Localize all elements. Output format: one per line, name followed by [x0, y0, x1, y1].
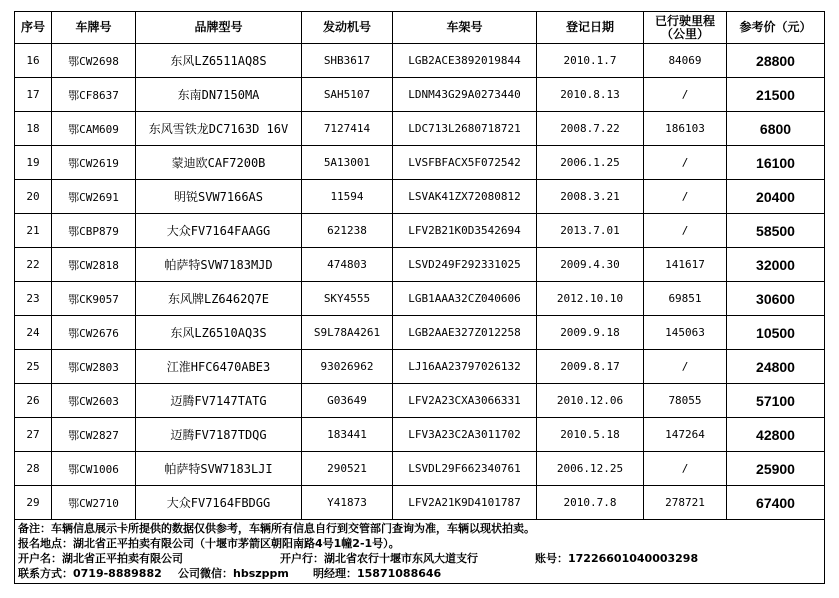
- table-row: [15, 452, 825, 486]
- index-cell: 17: [15, 78, 52, 112]
- date-cell: 2009.8.17: [537, 350, 644, 384]
- date-cell: 2009.4.30: [537, 248, 644, 282]
- date-cell: 2010.5.18: [537, 418, 644, 452]
- mileage-cell: /: [644, 146, 727, 180]
- price-cell: 21500: [727, 78, 825, 112]
- mileage-cell: 141617: [644, 248, 727, 282]
- price-cell: 24800: [727, 350, 825, 384]
- model-cell: 迈腾FV7187TDQG: [136, 418, 302, 452]
- model-cell: 东风LZ6510AQ3S: [136, 316, 302, 350]
- index-cell: 22: [15, 248, 52, 282]
- model-cell: 大众FV7164FAAGG: [136, 214, 302, 248]
- location-text: 报名地点：湖北省正平拍卖有限公司（十堰市茅箭区朝阳南路4号1幢2-1号）。: [18, 537, 400, 550]
- engine-cell: 7127414: [302, 112, 393, 146]
- plate-cell: 鄂CW2710: [52, 486, 136, 520]
- header-index: 序号: [15, 12, 52, 44]
- vin-cell: LFV3A23C2A3011702: [393, 418, 537, 452]
- vin-cell: LFV2A21K9D4101787: [393, 486, 537, 520]
- model-cell: 帕萨特SVW7183MJD: [136, 248, 302, 282]
- account-holder-text: 开户名：湖北省正平拍卖有限公司: [18, 552, 183, 565]
- header-date: 登记日期: [537, 12, 644, 44]
- model-cell: 迈腾FV7147TATG: [136, 384, 302, 418]
- price-cell: 30600: [727, 282, 825, 316]
- table-row: [15, 214, 825, 248]
- plate-cell: 鄂CF8637: [52, 78, 136, 112]
- price-cell: 6800: [727, 112, 825, 146]
- vin-cell: LSVAK41ZX72080812: [393, 180, 537, 214]
- price-cell: 20400: [727, 180, 825, 214]
- plate-cell: 鄂CW2803: [52, 350, 136, 384]
- index-cell: 16: [15, 44, 52, 78]
- plate-cell: 鄂CK9057: [52, 282, 136, 316]
- index-cell: 20: [15, 180, 52, 214]
- model-cell: 帕萨特SVW7183LJI: [136, 452, 302, 486]
- date-cell: 2010.8.13: [537, 78, 644, 112]
- index-cell: 19: [15, 146, 52, 180]
- plate-cell: 鄂CAM609: [52, 112, 136, 146]
- date-cell: 2009.9.18: [537, 316, 644, 350]
- account-number-text: 账号：17226601040003298: [535, 552, 699, 565]
- header-price: 参考价（元）: [727, 12, 825, 44]
- plate-cell: 鄂CW2676: [52, 316, 136, 350]
- mileage-cell: 69851: [644, 282, 727, 316]
- index-cell: 24: [15, 316, 52, 350]
- table-row: [15, 248, 825, 282]
- index-cell: 29: [15, 486, 52, 520]
- price-cell: 25900: [727, 452, 825, 486]
- plate-cell: 鄂CW2818: [52, 248, 136, 282]
- plate-cell: 鄂CW2603: [52, 384, 136, 418]
- engine-cell: SAH5107: [302, 78, 393, 112]
- mileage-cell: 186103: [644, 112, 727, 146]
- index-cell: 21: [15, 214, 52, 248]
- bank-text: 开户行：湖北省农行十堰市东风大道支行: [280, 552, 478, 565]
- mileage-cell: /: [644, 214, 727, 248]
- model-cell: 蒙迪欧CAF7200B: [136, 146, 302, 180]
- notes-row: [15, 520, 825, 584]
- index-cell: 27: [15, 418, 52, 452]
- model-cell: 东风牌LZ6462Q7E: [136, 282, 302, 316]
- model-cell: 东风LZ6511AQ8S: [136, 44, 302, 78]
- wechat-text: 公司微信：hbszppm: [178, 567, 289, 580]
- header-model: 品牌型号: [136, 12, 302, 44]
- date-cell: 2010.7.8: [537, 486, 644, 520]
- table-row: [15, 316, 825, 350]
- vin-cell: LJ16AA23797026132: [393, 350, 537, 384]
- table-row: [15, 44, 825, 78]
- table-row: [15, 112, 825, 146]
- mileage-cell: 84069: [644, 44, 727, 78]
- vin-cell: LGB1AAA32CZ040606: [393, 282, 537, 316]
- contact-line: [18, 566, 821, 581]
- model-cell: 江淮HFC6470ABE3: [136, 350, 302, 384]
- plate-cell: 鄂CW2698: [52, 44, 136, 78]
- price-cell: 32000: [727, 248, 825, 282]
- date-cell: 2006.12.25: [537, 452, 644, 486]
- engine-cell: 290521: [302, 452, 393, 486]
- index-cell: 25: [15, 350, 52, 384]
- date-cell: 2008.3.21: [537, 180, 644, 214]
- table-row: [15, 418, 825, 452]
- date-cell: 2010.1.7: [537, 44, 644, 78]
- manager-text: 明经理：15871088646: [313, 567, 442, 580]
- vin-cell: LGB2ACE3892019844: [393, 44, 537, 78]
- notes-cell: [15, 520, 825, 584]
- remark-text: 备注：车辆信息展示卡所提供的数据仅供参考，车辆所有信息自行到交管部门查询为准，车辆以现状拍卖。: [18, 522, 535, 535]
- mileage-cell: /: [644, 180, 727, 214]
- vin-cell: LVSFBFACX5F072542: [393, 146, 537, 180]
- date-cell: 2012.10.10: [537, 282, 644, 316]
- engine-cell: 474803: [302, 248, 393, 282]
- engine-cell: G03649: [302, 384, 393, 418]
- engine-cell: 621238: [302, 214, 393, 248]
- index-cell: 26: [15, 384, 52, 418]
- account-line: [18, 551, 821, 566]
- engine-cell: 5A13001: [302, 146, 393, 180]
- price-cell: 42800: [727, 418, 825, 452]
- engine-cell: SHB3617: [302, 44, 393, 78]
- header-vin: 车架号: [393, 12, 537, 44]
- engine-cell: 183441: [302, 418, 393, 452]
- plate-cell: 鄂CW2619: [52, 146, 136, 180]
- vin-cell: LFV2B21K0D3542694: [393, 214, 537, 248]
- vin-cell: LGB2AAE327Z012258: [393, 316, 537, 350]
- table-row: [15, 146, 825, 180]
- date-cell: 2008.7.22: [537, 112, 644, 146]
- plate-cell: 鄂CBP879: [52, 214, 136, 248]
- mileage-cell: /: [644, 78, 727, 112]
- mileage-cell: 147264: [644, 418, 727, 452]
- vin-cell: LSVDL29F662340761: [393, 452, 537, 486]
- mileage-cell: 145063: [644, 316, 727, 350]
- mileage-cell: /: [644, 452, 727, 486]
- model-cell: 东南DN7150MA: [136, 78, 302, 112]
- header-row: [15, 12, 825, 44]
- vin-cell: LFV2A23CXA3066331: [393, 384, 537, 418]
- table-row: [15, 180, 825, 214]
- table-row: [15, 282, 825, 316]
- vin-cell: LDNM43G29A0273440: [393, 78, 537, 112]
- price-cell: 28800: [727, 44, 825, 78]
- date-cell: 2006.1.25: [537, 146, 644, 180]
- engine-cell: SKY4555: [302, 282, 393, 316]
- price-cell: 10500: [727, 316, 825, 350]
- engine-cell: 93026962: [302, 350, 393, 384]
- table-row: [15, 78, 825, 112]
- header-mileage: 已行驶里程（公里）: [644, 12, 727, 44]
- price-cell: 16100: [727, 146, 825, 180]
- engine-cell: S9L78A4261: [302, 316, 393, 350]
- index-cell: 18: [15, 112, 52, 146]
- price-cell: 57100: [727, 384, 825, 418]
- engine-cell: 11594: [302, 180, 393, 214]
- vin-cell: LDC713L2680718721: [393, 112, 537, 146]
- header-plate: 车牌号: [52, 12, 136, 44]
- date-cell: 2010.12.06: [537, 384, 644, 418]
- plate-cell: 鄂CW1006: [52, 452, 136, 486]
- mileage-cell: /: [644, 350, 727, 384]
- phone-text: 联系方式：0719-8889882: [18, 567, 162, 580]
- vin-cell: LSVD249F292331025: [393, 248, 537, 282]
- table-row: [15, 486, 825, 520]
- index-cell: 28: [15, 452, 52, 486]
- price-cell: 67400: [727, 486, 825, 520]
- model-cell: 明锐SVW7166AS: [136, 180, 302, 214]
- table-row: [15, 350, 825, 384]
- model-cell: 东风雪铁龙DC7163D 16V: [136, 112, 302, 146]
- mileage-cell: 278721: [644, 486, 727, 520]
- header-engine: 发动机号: [302, 12, 393, 44]
- price-cell: 58500: [727, 214, 825, 248]
- index-cell: 23: [15, 282, 52, 316]
- model-cell: 大众FV7164FBDGG: [136, 486, 302, 520]
- plate-cell: 鄂CW2691: [52, 180, 136, 214]
- engine-cell: Y41873: [302, 486, 393, 520]
- vehicle-auction-table: [14, 11, 825, 584]
- table-row: [15, 384, 825, 418]
- plate-cell: 鄂CW2827: [52, 418, 136, 452]
- mileage-cell: 78055: [644, 384, 727, 418]
- date-cell: 2013.7.01: [537, 214, 644, 248]
